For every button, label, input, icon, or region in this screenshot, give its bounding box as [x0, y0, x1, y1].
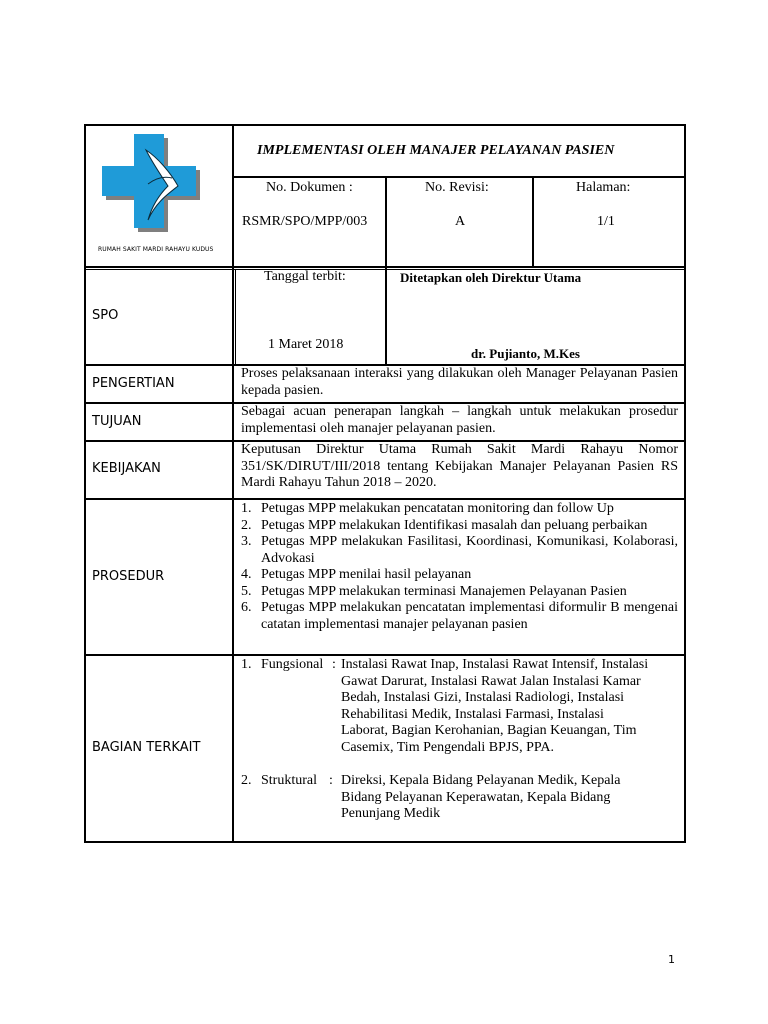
item-separator: : — [332, 657, 336, 672]
cross-logo-icon — [98, 128, 224, 260]
item-number: 2. — [241, 773, 252, 788]
item-type: Fungsional — [261, 657, 324, 672]
item-number: 5. — [241, 583, 252, 599]
list-item — [241, 567, 678, 584]
list-item — [241, 773, 678, 823]
prosedur-list — [241, 501, 678, 633]
ditetapkan-label: Ditetapkan oleh Direktur Utama — [400, 270, 582, 285]
tujuan-label: TUJUAN — [92, 414, 142, 429]
list-item — [241, 600, 678, 633]
item-number: 1. — [241, 501, 252, 516]
item-type: Struktural — [261, 773, 317, 788]
item-text: Petugas MPP melakukan Fasilitasi, Koordinasi, Komunikasi, Kolaborasi, Advokasi — [261, 534, 678, 566]
no-revisi-label: No. Revisi: — [425, 180, 489, 195]
tanggal-terbit-value: 1 Maret 2018 — [268, 337, 344, 352]
kebijakan-label: KEBIJAKAN — [92, 461, 161, 476]
item-text: Petugas MPP menilai hasil pelayanan — [261, 567, 472, 582]
no-dokumen-value: RSMR/SPO/MPP/003 — [242, 214, 368, 229]
halaman-value: 1/1 — [597, 214, 615, 229]
item-number: 3. — [241, 534, 252, 549]
bagian-terkait-list — [241, 657, 678, 823]
pengertian-text: Proses pelaksanaan interaksi yang dilakukan oleh Manager Pelayanan Pasien kepada pasien. — [241, 366, 678, 398]
item-text: Petugas MPP melakukan pencatatan monitoring dan follow Up — [261, 501, 614, 516]
item-text: Petugas MPP melakukan Identifikasi masalah dan peluang perbaikan — [261, 517, 648, 533]
spo-label: SPO — [92, 308, 119, 323]
item-number: 2. — [241, 517, 252, 533]
tujuan-text: Sebagai acuan penerapan langkah – langkah untuk melakukan prosedur implementasi oleh manajer pelayanan pasien. — [241, 404, 678, 436]
item-separator: : — [329, 773, 333, 788]
item-text: Instalasi Rawat Inap, Instalasi Rawat Intensif, Instalasi Gawat Darurat, Instalasi Rawat Jalan Instalasi Kamar Bedah, Instalasi Gizi, Instalasi Radiologi, Instalasi Rehabilitasi Medik, Instalasi Farmasi, Instalasi Laborat, Bagian Kerohanian, Bagian Keuangan, Tim Casemix, Tim Pengendali BPJS, PPA. — [341, 657, 649, 755]
pengertian-label: PENGERTIAN — [92, 376, 175, 391]
tanggal-terbit-label: Tanggal terbit: — [264, 269, 346, 284]
list-item — [241, 657, 678, 773]
list-item — [241, 501, 678, 518]
no-revisi-value: A — [455, 214, 466, 229]
item-number: 1. — [241, 657, 252, 672]
item-number: 4. — [241, 567, 252, 582]
direktur-name: dr. Pujianto, M.Kes — [471, 346, 580, 361]
page-number: 1 — [668, 953, 675, 966]
hospital-logo — [98, 128, 224, 260]
kebijakan-text: Keputusan Direktur Utama Rumah Sakit Mardi Rahayu Nomor 351/SK/DIRUT/III/2018 tentang Kebijakan Manajer Pelayanan Pasien RS Mardi Rahayu Tahun 2018 – 2020. — [241, 442, 678, 490]
item-text: Direksi, Kepala Bidang Pelayanan Medik, Kepala Bidang Pelayanan Keperawatan, Kepala Bidang Penunjang Medik — [341, 773, 621, 821]
list-item — [241, 534, 678, 567]
logo-caption: RUMAH SAKIT MARDI RAHAYU KUDUS — [98, 246, 214, 253]
list-item — [241, 518, 678, 535]
item-text: Petugas MPP melakukan terminasi Manajemen Pelayanan Pasien — [261, 583, 627, 599]
item-text: Petugas MPP melakukan pencatatan implementasi diformulir B mengenai catatan implementasi manajer pelayanan pasien — [261, 600, 678, 632]
prosedur-label: PROSEDUR — [92, 569, 165, 584]
halaman-label: Halaman: — [576, 180, 631, 195]
document-title: IMPLEMENTASI OLEH MANAJER PELAYANAN PASIEN — [257, 143, 615, 158]
no-dokumen-label: No. Dokumen : — [266, 180, 353, 195]
bagian-terkait-label: BAGIAN TERKAIT — [92, 740, 201, 755]
item-number: 6. — [241, 600, 252, 615]
list-item — [241, 584, 678, 601]
